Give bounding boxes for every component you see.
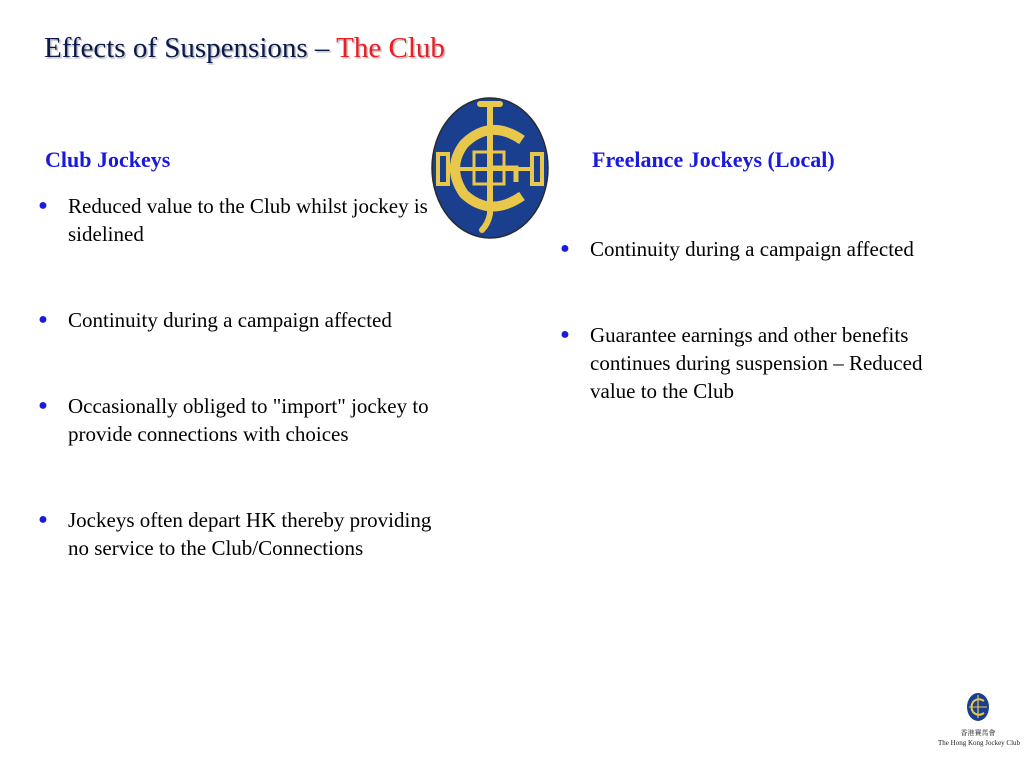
bullet-text: Reduced value to the Club whilst jockey is sidelined — [68, 194, 428, 246]
title-accent: The Club — [336, 32, 445, 64]
list-item — [33, 306, 433, 334]
list-item — [555, 321, 955, 405]
list-item — [555, 235, 955, 263]
bullet-text: Continuity during a campaign affected — [590, 237, 914, 261]
bullet-dot-icon: ● — [38, 397, 48, 414]
footer-logo-chinese: 香港賽馬會 — [960, 729, 996, 737]
list-item — [33, 192, 433, 248]
bullet-dot-icon: ● — [560, 240, 570, 257]
jockey-club-small-emblem-icon — [966, 692, 990, 722]
title-main: Effects of Suspensions – — [44, 32, 337, 64]
right-bullet-list — [555, 235, 955, 463]
left-column-heading: Club Jockeys — [45, 147, 171, 172]
list-item — [33, 392, 433, 448]
jockey-club-emblem-icon — [430, 96, 550, 240]
bullet-dot-icon: ● — [38, 197, 48, 214]
footer-logo — [938, 692, 1021, 748]
bullet-text: Occasionally obliged to "import" jockey to provide connections with choices — [68, 394, 429, 446]
left-bullet-list — [33, 192, 433, 620]
bullet-dot-icon: ● — [38, 311, 48, 328]
bullet-text: Guarantee earnings and other benefits continues during suspension – Reduced value to the Club — [590, 323, 923, 403]
bullet-text: Continuity during a campaign affected — [68, 308, 392, 332]
footer-logo-english: The Hong Kong Jockey Club — [938, 739, 1021, 747]
bullet-text: Jockeys often depart HK thereby providing no service to the Club/Connections — [68, 508, 432, 560]
bullet-dot-icon: ● — [38, 511, 48, 528]
right-column-heading: Freelance Jockeys (Local) — [592, 147, 835, 172]
slide-title — [44, 30, 445, 66]
list-item — [33, 506, 433, 562]
bullet-dot-icon: ● — [560, 326, 570, 343]
